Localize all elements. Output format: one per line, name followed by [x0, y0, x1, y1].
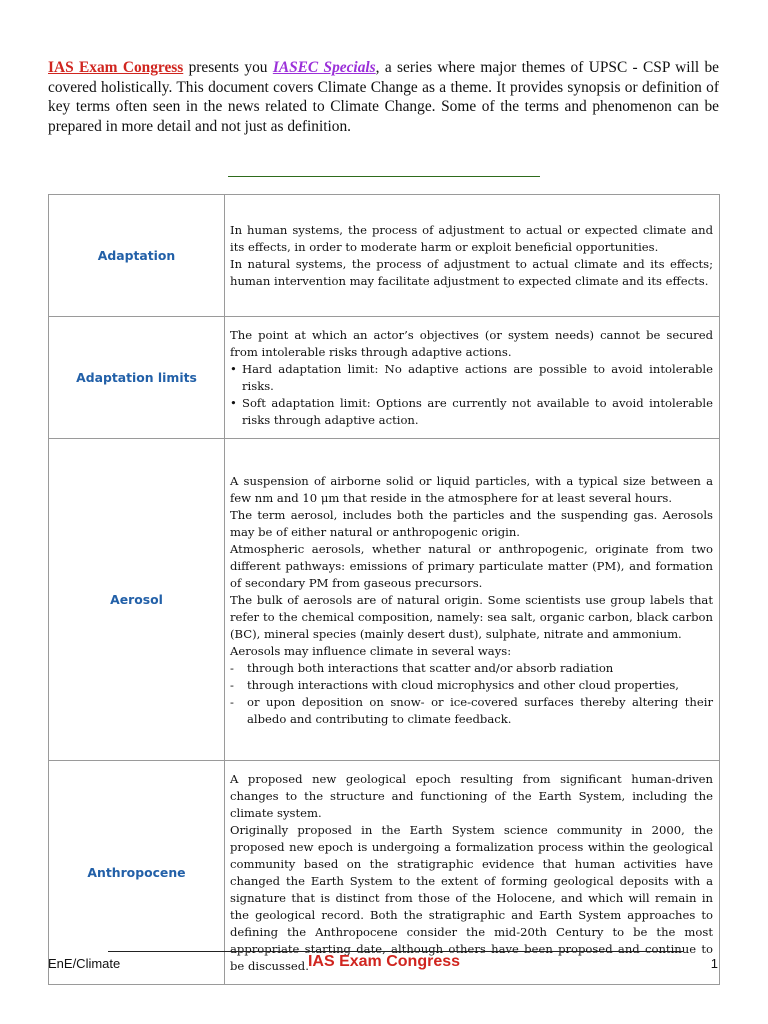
list-item-text: or upon deposition on snow- or ice-covered surfaces thereby altering their albedo and contributing to climate feedback.	[247, 694, 713, 726]
definition-paragraph: The point at which an actor’s objectives (or system needs) cannot be secured from intolerable risks through adaptive actions.	[230, 328, 713, 359]
footer-section-label: EnE/Climate	[48, 956, 121, 971]
dash-list	[230, 660, 713, 728]
definition-paragraph: In natural systems, the process of adjustment to actual climate and its effects; human intervention may facilitate adjustment to expected climate and its effects.	[230, 257, 713, 288]
definition-paragraph: The bulk of aerosols are of natural origin. Some scientists use group labels that refer to the chemical composition, namely: sea salt, organic carbon, black carbon (BC), mineral species (mainly desert dust), sulphate, nitrate and ammonium.	[230, 592, 713, 641]
section-divider	[228, 176, 540, 177]
list-item-text: through both interactions that scatter and/or absorb radiation	[247, 660, 614, 675]
definition-paragraph: Originally proposed in the Earth System science community in 2000, the proposed new epoch is undergoing a formalization process within the geological community based on the stratigraphic evidence that human activities have changed the Earth System to the extent of forming geological deposits with a signature that is distinct from those of the Holocene, and which will remain in the geological record. Both the stratigraphic and Earth System approaches to defining the Anthropocene consider the mid-20th Century to be the most appropriate starting date, although others have been proposed and continue to be discussed.	[230, 823, 713, 973]
definition-adaptation-limits	[225, 317, 720, 439]
definition-paragraph: In human systems, the process of adjustment to actual or expected climate and its effects, in order to moderate harm or exploit beneficial opportunities.	[230, 223, 713, 254]
table-row	[49, 195, 720, 317]
term-anthropocene: Anthropocene	[49, 761, 225, 985]
list-item-text: Soft adaptation limit: Options are currently not available to avoid intolerable risks through adaptive action.	[242, 396, 713, 427]
footer-brand: IAS Exam Congress	[307, 953, 461, 970]
definition-paragraph: A proposed new geological epoch resulting from significant human-driven changes to the structure and functioning of the Earth System, including the climate system.	[230, 772, 713, 820]
dash-marker: -	[230, 694, 234, 709]
definition-paragraph: Atmospheric aerosols, whether natural or anthropogenic, originate from two different pathways: emissions of primary particulate matter (PM), and formation of secondary PM from gaseous precursors.	[230, 541, 713, 590]
bullet-list	[230, 361, 713, 429]
bullet-marker: •	[230, 396, 237, 410]
term-adaptation: Adaptation	[49, 195, 225, 317]
definition-paragraph: A suspension of airborne solid or liquid particles, with a typical size between a few nm and 10 μm that reside in the atmosphere for at least several hours.	[230, 473, 713, 505]
table-row	[49, 317, 720, 439]
list-item	[230, 677, 713, 694]
definition-paragraph: Aerosols may influence climate in several ways:	[230, 643, 512, 658]
definition-adaptation	[225, 195, 720, 317]
glossary-table	[48, 194, 720, 985]
definition-paragraph: The term aerosol, includes both the particles and the suspending gas. Aerosols may be of either natural or anthropogenic origin.	[230, 507, 713, 539]
dash-marker: -	[230, 660, 234, 675]
intro-paragraph	[48, 58, 719, 136]
table-row	[49, 439, 720, 761]
list-item	[230, 660, 713, 677]
bullet-marker: •	[230, 362, 237, 376]
term-aerosol: Aerosol	[49, 439, 225, 761]
brand-link[interactable]: IAS Exam Congress	[48, 59, 184, 76]
list-item-text: Hard adaptation limit: No adaptive actions are possible to avoid intolerable risks.	[242, 362, 713, 393]
intro-text-2: , a series where major themes of UPSC - CSP will be covered holistically. This document covers Climate Change as a theme. It provides synopsis or definition of key terms often seen in the news related to Climate Change. Some of the terms and phenomenon can be prepared in more detail and not just as definition.	[48, 59, 719, 135]
page-number: 1	[710, 956, 718, 971]
intro-text-1: presents you	[183, 59, 273, 76]
list-item	[230, 361, 713, 395]
term-adaptation-limits: Adaptation limits	[49, 317, 225, 439]
list-item	[230, 395, 713, 429]
specials-link[interactable]: IASEC Specials	[272, 59, 376, 76]
definition-aerosol	[225, 439, 720, 761]
list-item	[230, 694, 713, 728]
footer-rule	[108, 951, 683, 952]
dash-marker: -	[230, 677, 234, 692]
list-item-text: through interactions with cloud microphysics and other cloud properties,	[247, 677, 679, 692]
